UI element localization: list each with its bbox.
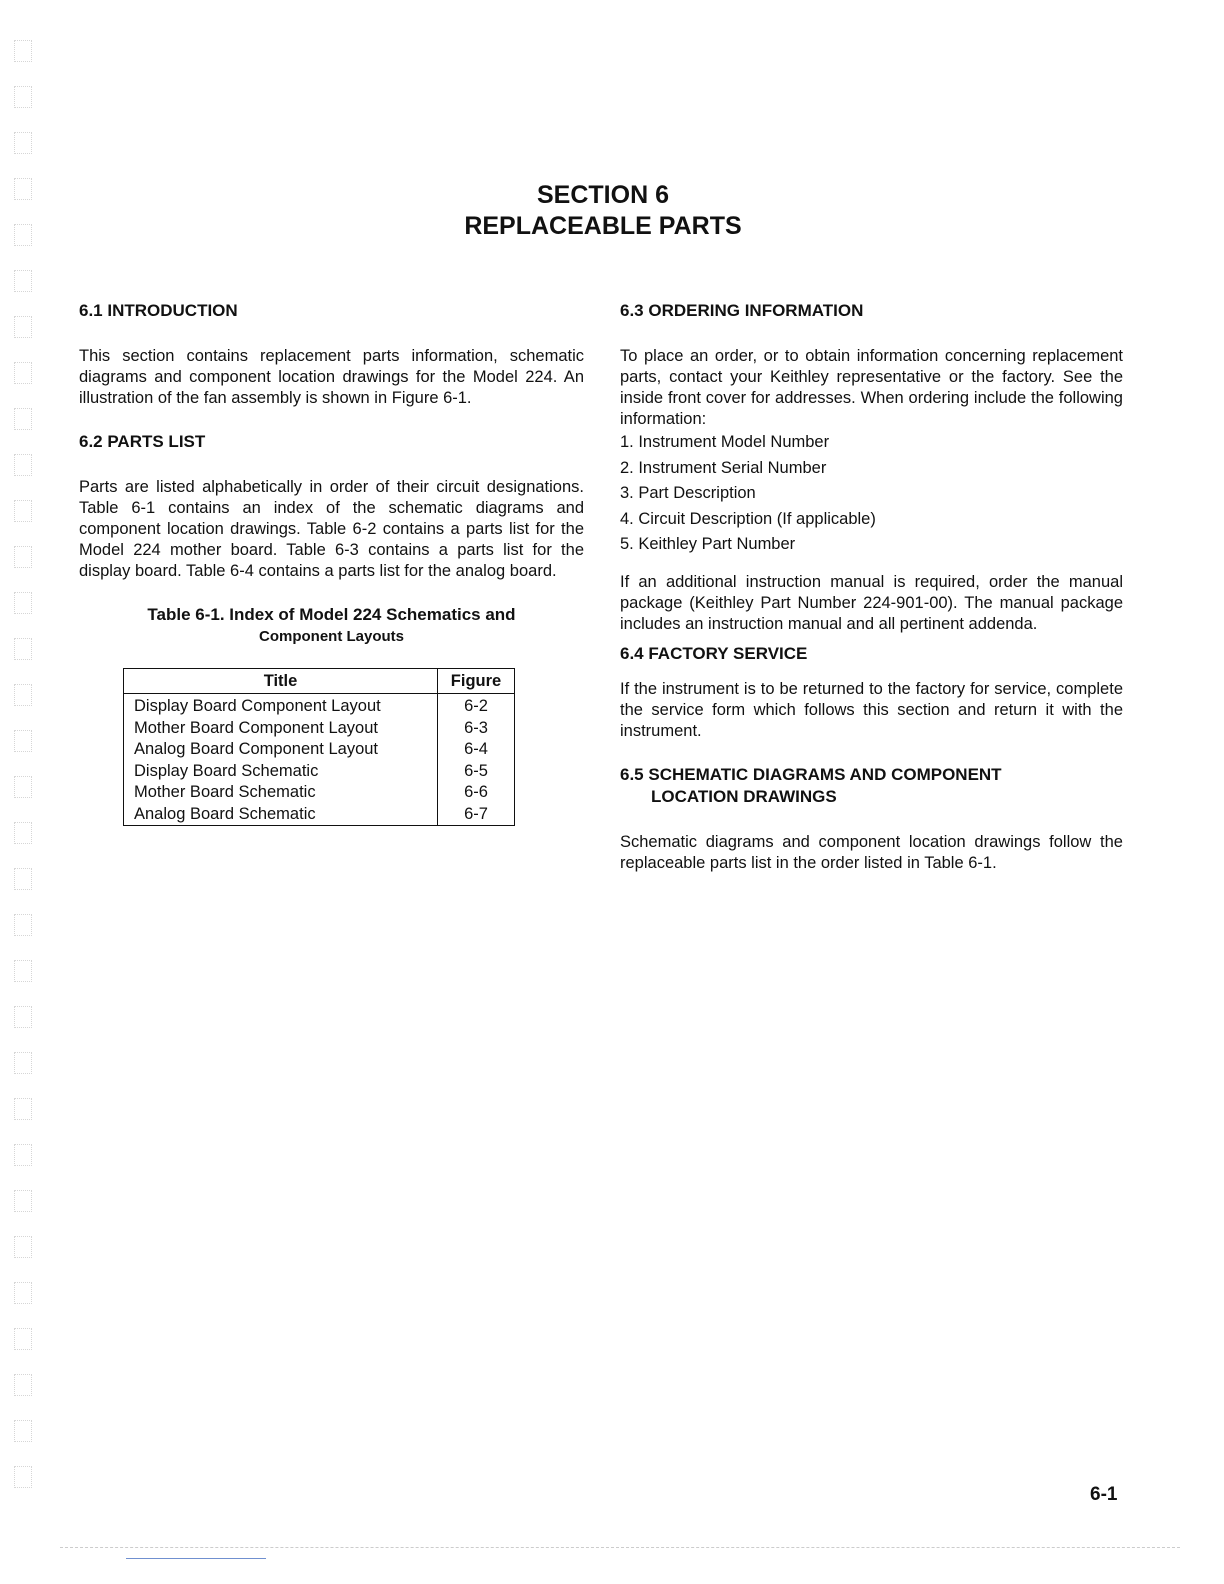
row-figure: 6-3	[438, 718, 515, 740]
list-item: 4. Circuit Description (If applicable)	[620, 509, 876, 528]
factory-service-paragraph: If the instrument is to be returned to the factory for service, complete the service form which follows this section and return it with the instrument.	[620, 679, 1123, 740]
table-caption	[79, 604, 584, 648]
bottom-scan-line	[60, 1547, 1180, 1548]
table-header-row	[124, 669, 515, 694]
schematics-index-table	[123, 668, 515, 826]
table-row	[124, 761, 515, 783]
list-item: 1. Instrument Model Number	[620, 433, 830, 451]
row-title: Display Board Schematic	[124, 761, 438, 783]
parts-list-heading: 6.2 PARTS LIST	[79, 432, 206, 451]
header-figure: Figure	[438, 669, 515, 694]
parts-list-paragraph: Parts are listed alphabetically in order of their circuit designations. Table 6-1 contains an index of the schematic diagrams and component location drawings. Table 6-2 contains a parts list for the Model 224 mother board. Table 6-3 contains a parts list for the display board. Table 6-4 contains a parts list for the analog board.	[79, 478, 584, 580]
left-column	[79, 300, 584, 826]
table-row	[124, 804, 515, 826]
table-row	[124, 739, 515, 761]
table-row	[124, 718, 515, 740]
ordering-heading: 6.3 ORDERING INFORMATION	[620, 301, 864, 320]
row-figure: 6-6	[438, 782, 515, 804]
table-row	[124, 782, 515, 804]
table-caption-line1: Table 6-1. Index of Model 224 Schematics and	[147, 605, 516, 624]
schematics-heading	[620, 764, 1123, 808]
table-row	[124, 694, 515, 718]
row-figure: 6-2	[438, 694, 515, 718]
list-item: 3. Part Description	[620, 484, 756, 502]
right-column	[620, 300, 1123, 874]
row-title: Display Board Component Layout	[124, 694, 438, 718]
table-caption-line2: Component Layouts	[259, 628, 404, 645]
section-title	[0, 180, 1206, 242]
schematics-paragraph: Schematic diagrams and component location drawings follow the replaceable parts list in the order listed in Table 6-1.	[620, 832, 1123, 872]
ordering-info-list	[620, 430, 1123, 558]
manual-paragraph: If an additional instruction manual is required, order the manual package (Keithley Part Number 224-901-00). The manual package includes an instruction manual and all pertinent addenda.	[620, 572, 1123, 633]
binding-edge-marks	[14, 40, 44, 1480]
header-title: Title	[124, 669, 438, 694]
row-title: Mother Board Schematic	[124, 782, 438, 804]
schematics-heading-line2: LOCATION DRAWINGS	[651, 786, 837, 806]
row-figure: 6-5	[438, 761, 515, 783]
row-title: Analog Board Component Layout	[124, 739, 438, 761]
bottom-blue-mark	[126, 1558, 266, 1559]
ordering-paragraph: To place an order, or to obtain information concerning replacement parts, contact your Keithley representative or the factory. See the inside front cover for addresses. When ordering include the following information:	[620, 347, 1123, 428]
intro-paragraph: This section contains replacement parts information, schematic diagrams and component location drawings for the Model 224. An illustration of the fan assembly is shown in Figure 6-1.	[79, 347, 584, 407]
section-title-line1: SECTION 6	[537, 181, 669, 209]
list-item: 2. Instrument Serial Number	[620, 458, 827, 477]
section-title-line2: REPLACEABLE PARTS	[464, 212, 742, 240]
schematics-heading-line1: 6.5 SCHEMATIC DIAGRAMS AND COMPONENT	[620, 764, 1002, 784]
factory-service-heading: 6.4 FACTORY SERVICE	[620, 643, 808, 663]
row-figure: 6-7	[438, 804, 515, 826]
intro-heading: 6.1 INTRODUCTION	[79, 301, 238, 320]
row-figure: 6-4	[438, 739, 515, 761]
row-title: Analog Board Schematic	[124, 804, 438, 826]
row-title: Mother Board Component Layout	[124, 718, 438, 740]
list-item: 5. Keithley Part Number	[620, 535, 796, 553]
page-number: 6-1	[1090, 1484, 1118, 1505]
